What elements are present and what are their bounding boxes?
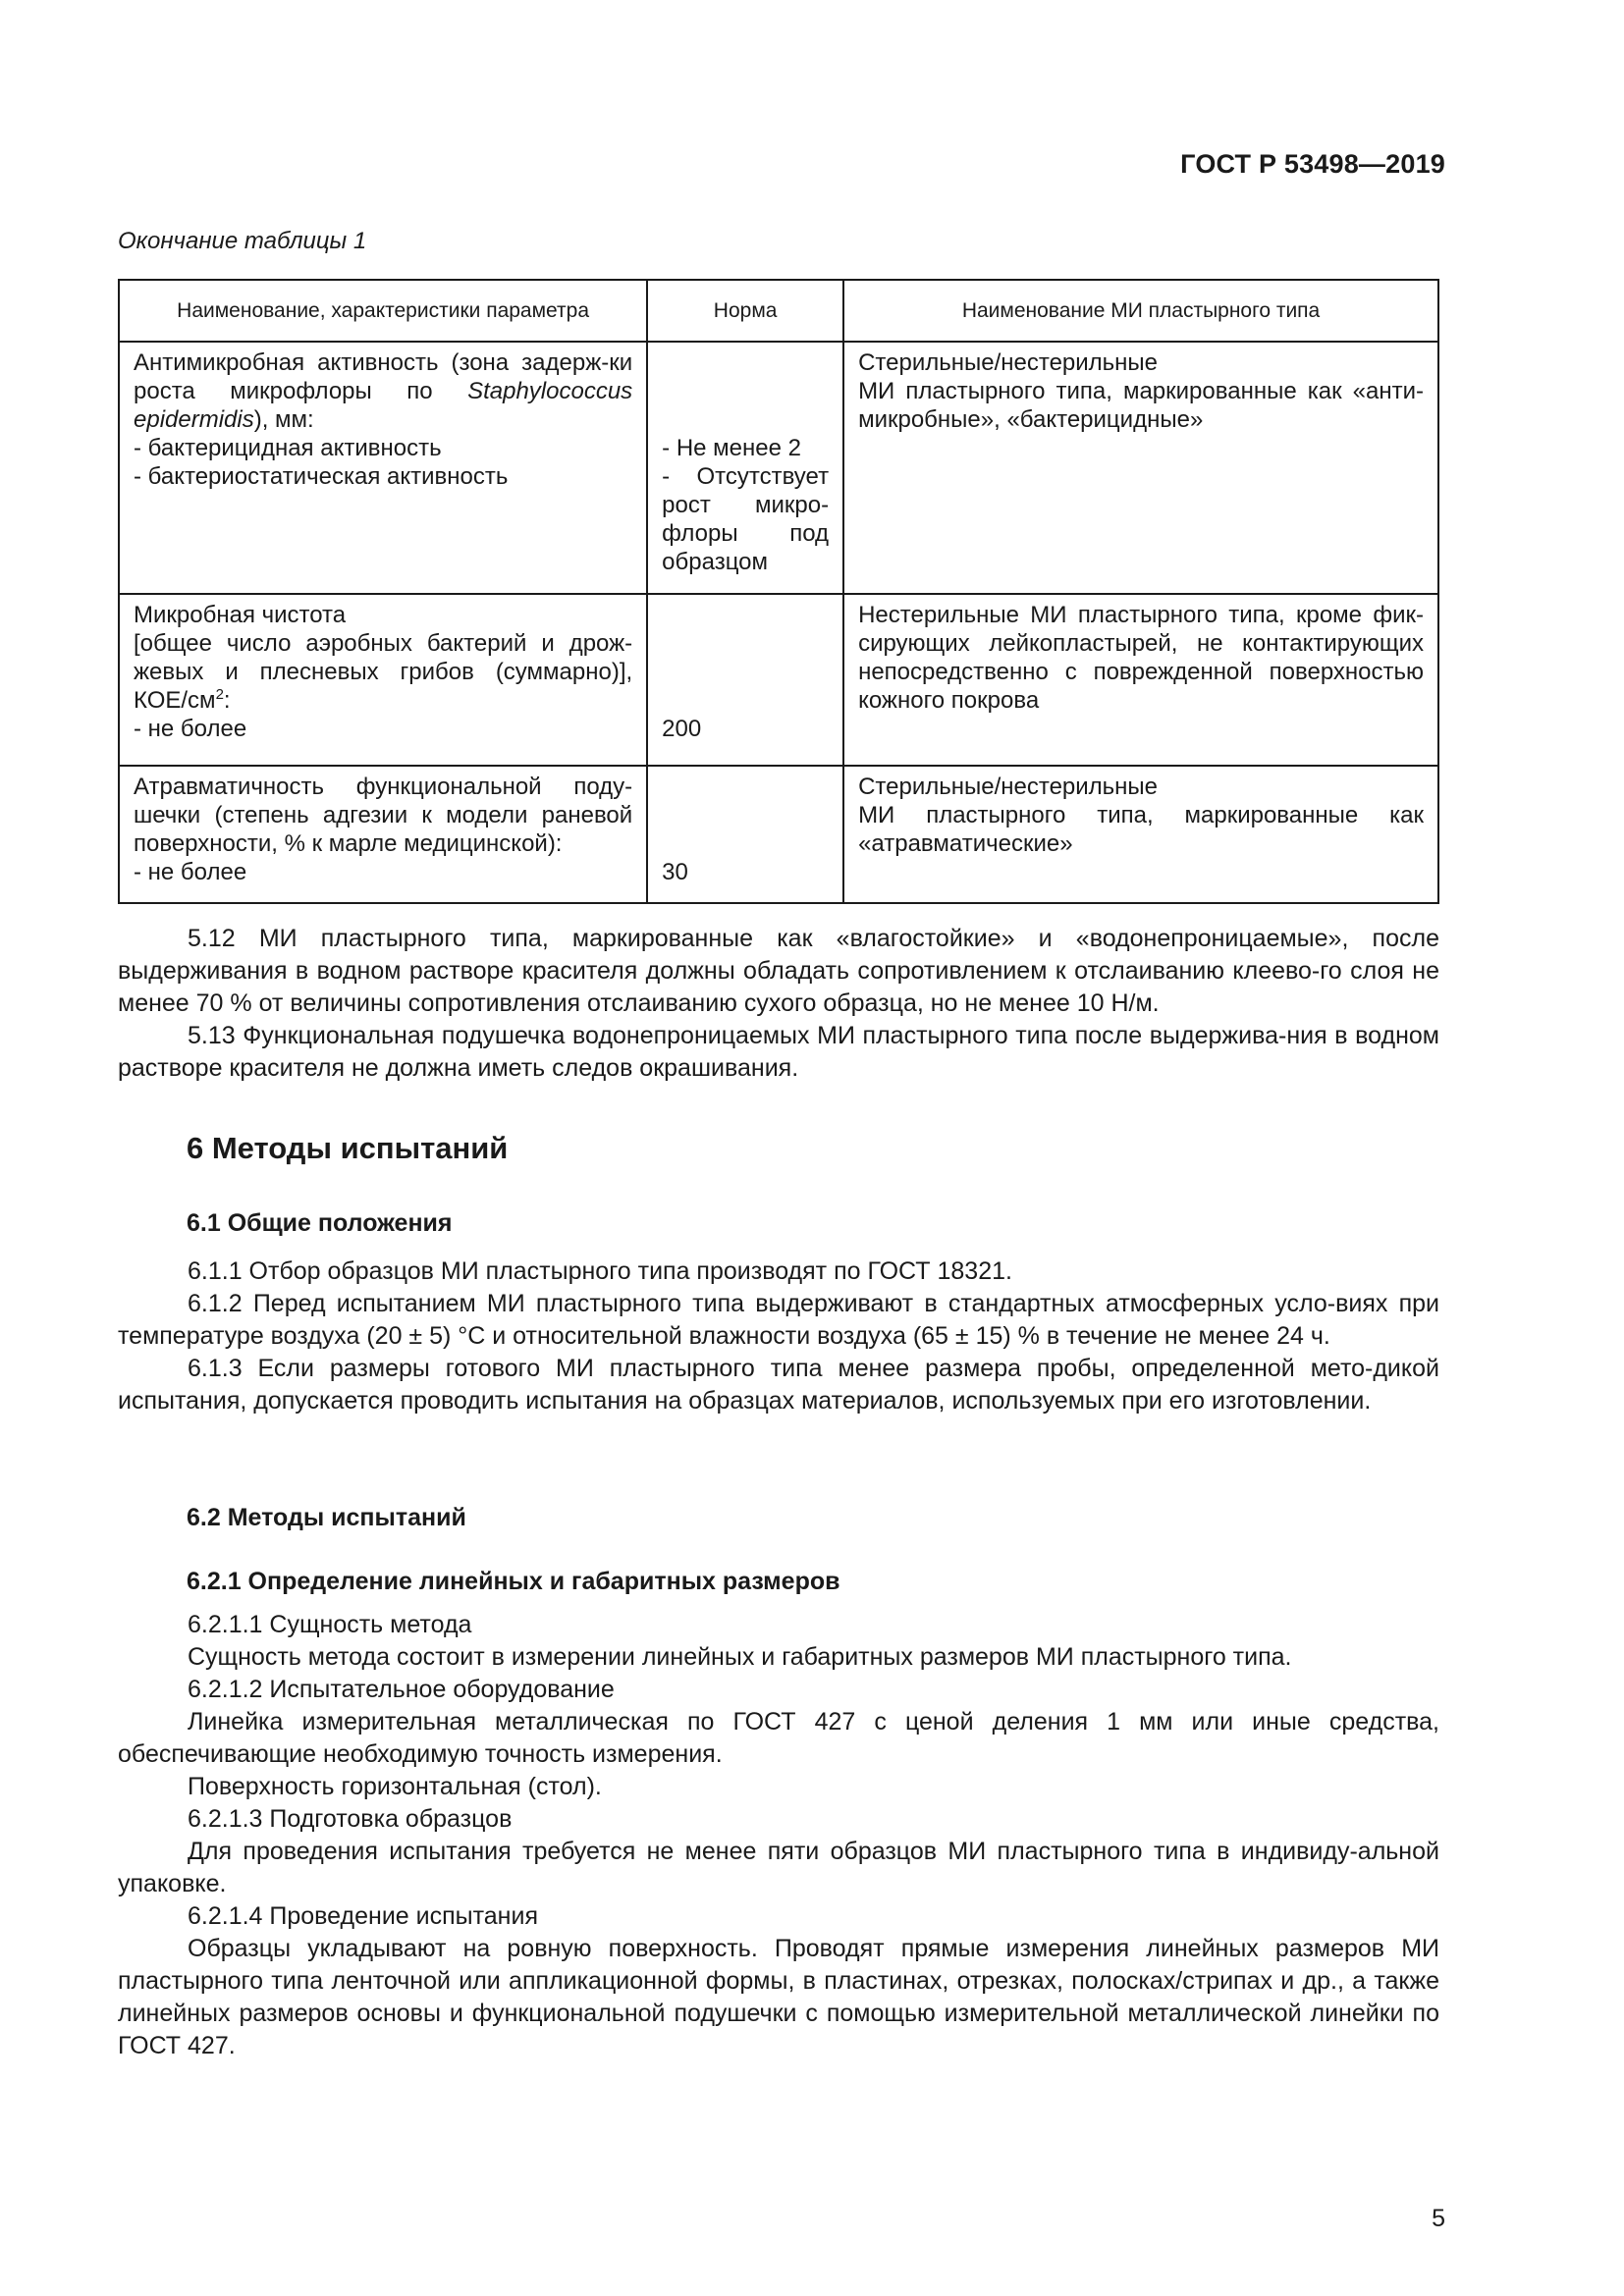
paragraph-samples: Для проведения испытания требуется не менее пяти образцов МИ пластырного типа в индивиду-альной упаковке. [118, 1838, 1439, 1897]
section-6-2-1-title: 6.2.1 Определение линейных и габаритных размеров [187, 1568, 840, 1595]
parameter-cell [119, 342, 647, 594]
norm-value: 30 [662, 859, 688, 885]
paragraph-5-12: 5.12 МИ пластырного типа, маркированные как «влагостойкие» и «водонепроницаемые», после выдерживания в водном растворе красителя должны обладать сопротивлением к отслаиванию клеево-го слоя не менее 70 % от величины сопротивления отслаиванию сухого образца, но не менее 10 Н/м. [118, 925, 1439, 1017]
type-text: Стерильные/нестерильные [858, 349, 1159, 376]
sub-item: - бактерицидная активность [134, 435, 442, 461]
paragraph-procedure: Образцы укладывают на ровную поверхность. Проводят прямые измерения линейных размеров МИ пластырного типа ленточной или аппликационной формы, в пластинах, отрезках, полосках/стрипах и др., а также линейных размеров основы и функциональной подушечки с помощью измерительной металлической линейки по ГОСТ 427. [118, 1935, 1439, 2059]
parameter-text: [общее число аэробных бактерий и дрож-жевых и плесневых грибов (суммарно)], КОЕ/$см^2$: [134, 630, 633, 714]
paragraph-essence: Сущность метода состоит в измерении линейных и габаритных размеров МИ пластырного типа. [188, 1643, 1292, 1671]
table-row [119, 766, 1438, 903]
type-text: Нестерильные МИ пластырного типа, кроме фик-сирующих лейкопластырей, не контактирующих непосредственно с поврежденной поверхностью кожного покрова [858, 602, 1424, 714]
sub-item: - бактериостатическая активность [134, 463, 509, 490]
norm-value: - Отсутствует рост микро-флоры под образцом [662, 463, 830, 575]
paragraph-ruler: Линейка измерительная металлическая по ГОСТ 427 с ценой деления 1 мм или иные средства, обеспечивающие необходимую точность измерения. [118, 1708, 1439, 1768]
parameter-title: Микробная чистота [134, 602, 347, 628]
norm-value: - Не менее 2 [662, 435, 801, 461]
norm-cell [647, 594, 843, 766]
section-6-title: 6 Методы испытаний [187, 1131, 509, 1165]
table-header-row [119, 280, 1438, 342]
standard-code: ГОСТ Р 53498—2019 [1180, 149, 1445, 179]
type-cell [843, 766, 1438, 903]
section-6-2-title: 6.2 Методы испытаний [187, 1504, 466, 1531]
subclause-6-2-1-4: 6.2.1.4 Проведение испытания [188, 1902, 538, 1930]
page-number: 5 [1432, 2205, 1445, 2232]
parameter-text: Антимикробная активность (зона задерж-ки роста микрофлоры по Staphylococcus epidermidis), мм: [134, 349, 633, 433]
section-6-1-title: 6.1 Общие положения [187, 1209, 453, 1237]
type-text: МИ пластырного типа, маркированные как «анти-микробные», «бактерицидные» [858, 378, 1424, 433]
subclause-6-2-1-1: 6.2.1.1 Сущность метода [188, 1611, 472, 1638]
type-text: МИ пластырного типа, маркированные как «атравматические» [858, 802, 1424, 857]
norm-value: 200 [662, 716, 702, 742]
norm-cell [647, 766, 843, 903]
clause-6-2-1-text [118, 1609, 1439, 2062]
sub-item: - не более [134, 859, 247, 885]
paragraph-6-1-3: 6.1.3 Если размеры готового МИ пластырного типа менее размера пробы, определенной мето-дикой испытания, допускается проводить испытания на образцах материалов, используемых при его изготовлении. [118, 1355, 1439, 1415]
type-text: Стерильные/нестерильные [858, 774, 1159, 800]
table-row [119, 342, 1438, 594]
column-header-type: Наименование МИ пластырного типа [843, 280, 1438, 342]
sub-item: - не более [134, 716, 247, 742]
parameters-table [118, 279, 1439, 904]
parameter-cell [119, 766, 647, 903]
column-header-norm: Норма [647, 280, 843, 342]
subclause-6-2-1-2: 6.2.1.2 Испытательное оборудование [188, 1676, 615, 1703]
paragraph-5-13: 5.13 Функциональная подушечка водонепроницаемых МИ пластырного типа после выдержива-ния в водном растворе красителя не должна иметь следов окрашивания. [118, 1022, 1439, 1082]
paragraph-6-1-2: 6.1.2 Перед испытанием МИ пластырного типа выдерживают в стандартных атмосферных усло-виях при температуре воздуха (20 ± 5) °С и относительной влажности воздуха (65 ± 15) % в течение не менее 24 ч. [118, 1290, 1439, 1350]
paragraph-6-1-1: 6.1.1 Отбор образцов МИ пластырного типа производят по ГОСТ 18321. [188, 1257, 1012, 1285]
column-header-parameter: Наименование, характеристики параметра [119, 280, 647, 342]
paragraph-surface: Поверхность горизонтальная (стол). [188, 1773, 602, 1800]
parameter-cell [119, 594, 647, 766]
norm-cell [647, 342, 843, 594]
type-cell [843, 594, 1438, 766]
table-row [119, 594, 1438, 766]
subclause-6-2-1-3: 6.2.1.3 Подготовка образцов [188, 1805, 513, 1833]
clause-6-1-text [118, 1255, 1439, 1417]
parameter-text: Атравматичность функциональной поду-шечки (степень адгезии к модели раневой поверхности, % к марле медицинской): [134, 774, 633, 857]
clause-5-text [118, 923, 1439, 1085]
type-cell [843, 342, 1438, 594]
table-caption: Окончание таблицы 1 [118, 228, 367, 254]
